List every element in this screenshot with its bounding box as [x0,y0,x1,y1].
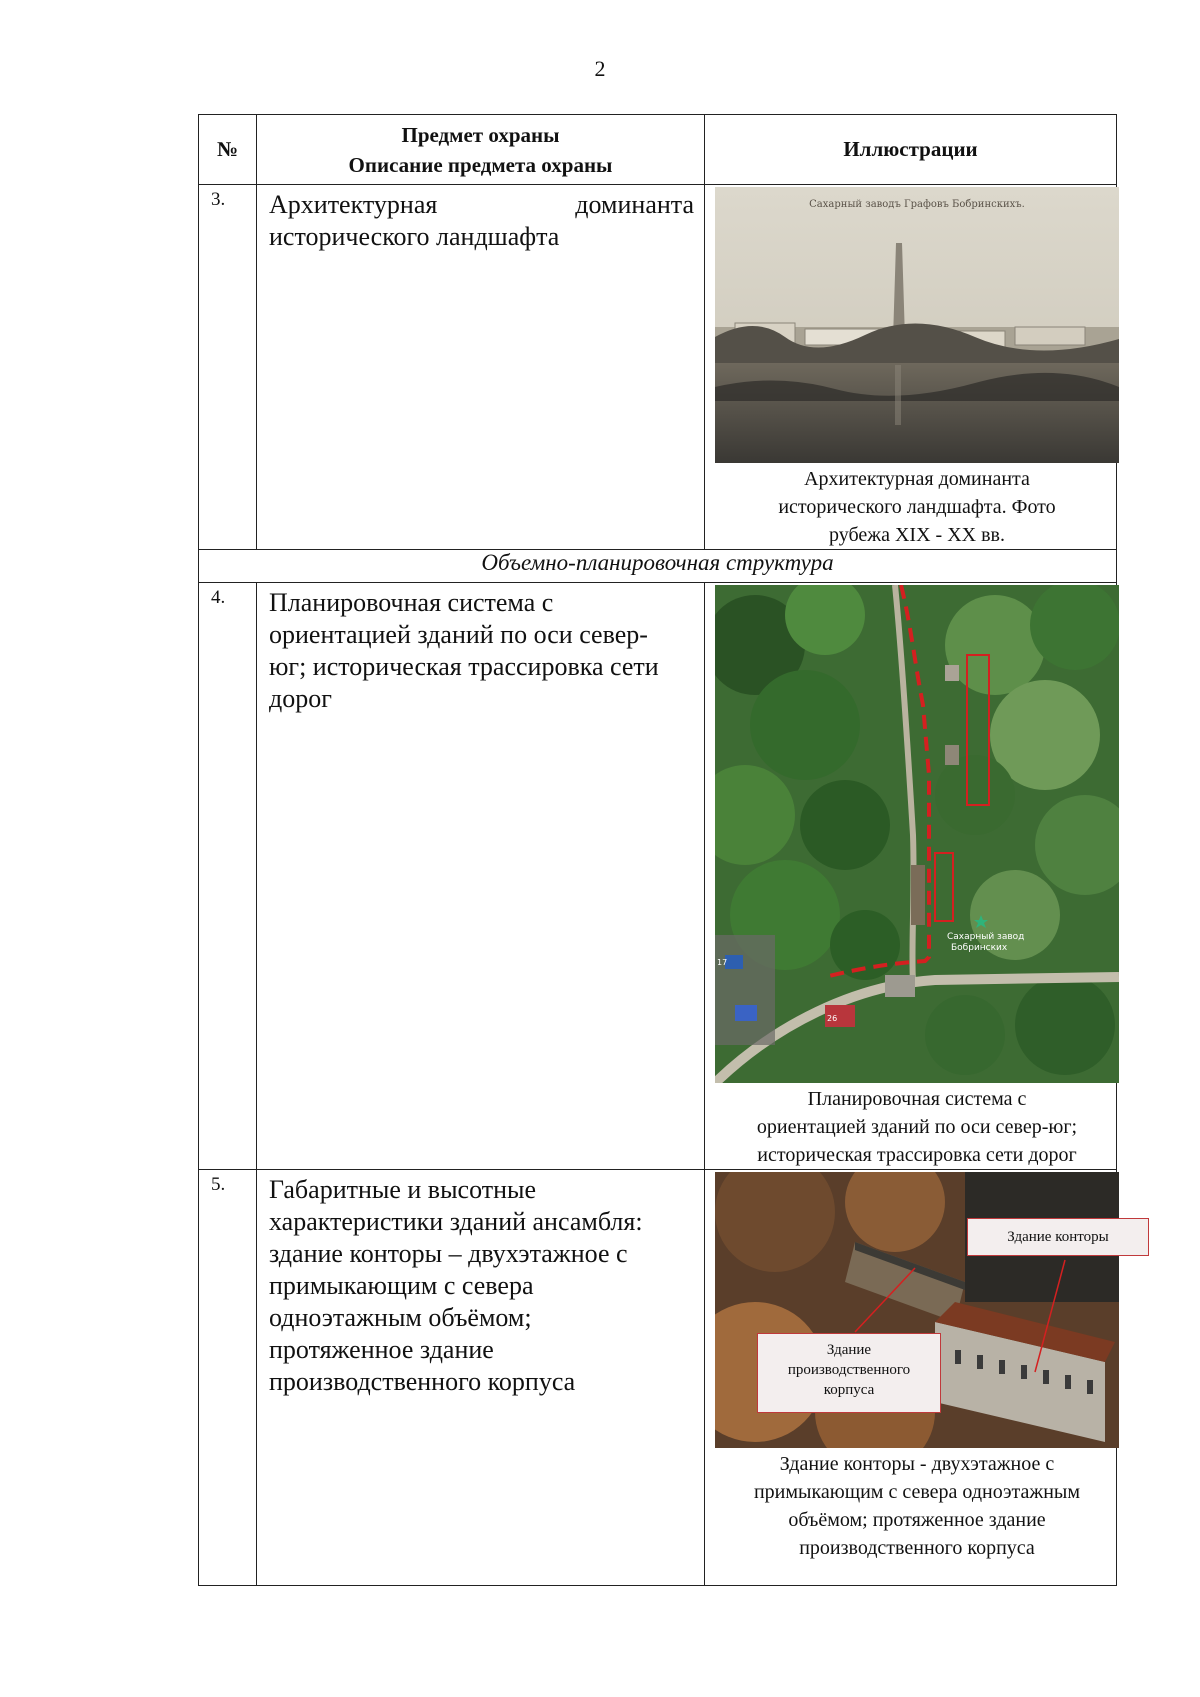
description-line: юг; историческая трассировка сети [269,652,659,681]
page-number: 2 [594,56,606,81]
photo-caption-text: Сахарный заводъ Графовъ Бобринскихъ. [809,199,1025,210]
production-building-label [757,1333,941,1413]
description-line: производственного корпуса [269,1367,576,1396]
table-header-row [199,115,1117,185]
illustration-caption [715,1450,1119,1562]
map-house-label: 26 [827,1014,838,1023]
caption-line: рубежа XIX - XX вв. [829,524,1005,546]
caption-line: Здание конторы - двухэтажное с [779,1453,1055,1475]
row-description [257,1170,705,1586]
row-illustration [705,1170,1117,1586]
header-illustrations: Иллюстрации [705,115,1117,185]
row-number: 5. [199,1170,257,1586]
description-line: протяженное здание [269,1335,494,1364]
office-building-label: Здание конторы [967,1218,1149,1256]
label-line: производственного [787,1362,911,1378]
historic-factory-photo [715,187,1119,463]
caption-line: Планировочная система с [807,1088,1027,1110]
section-row [199,550,1117,583]
row-number: 4. [199,583,257,1170]
description-line: дорог [269,684,332,713]
description-line: Архитектурная доминанта [269,190,694,219]
description-line: Планировочная система с [269,588,554,617]
description-line: здание конторы – двухэтажное с [269,1239,628,1268]
table-row [199,583,1117,1170]
description-line: одноэтажным объёмом; [269,1303,532,1332]
row-description [257,185,705,550]
header-subject-line2: Описание предмета охраны [348,152,613,177]
caption-line: объёмом; протяженное здание [788,1509,1046,1531]
caption-line: производственного корпуса [799,1537,1035,1559]
table-row [199,1170,1117,1586]
row-illustration [705,583,1117,1170]
caption-line: исторического ландшафта. Фото [778,496,1056,518]
header-subject-line1: Предмет охраны [401,122,560,147]
table-row [199,185,1117,550]
row-description [257,583,705,1170]
map-poi-label: Бобринских [951,943,1008,953]
illustration-caption [715,1085,1119,1169]
description-line: исторического ландшафта [269,222,560,251]
caption-line: Архитектурная доминанта [804,468,1030,490]
section-title: Объемно-планировочная структура [199,550,1117,583]
heritage-table [198,114,1117,1586]
caption-line: ориентацией зданий по оси север-юг; [756,1116,1078,1138]
description-line: Габаритные и высотные [269,1175,537,1204]
header-num: № [199,115,257,185]
row-number: 3. [199,185,257,550]
satellite-map-image [715,585,1119,1083]
caption-line: историческая трассировка сети дорог [757,1144,1077,1166]
map-house-label: 17 [717,958,728,967]
header-subject [257,115,705,185]
illustration-caption [715,465,1119,549]
description-line: ориентацией зданий по оси север- [269,620,648,649]
label-line: Здание [826,1342,872,1358]
label-line: корпуса [823,1382,875,1398]
map-poi-label: Сахарный завод [947,932,1025,942]
description-line: примыкающим с севера [269,1271,534,1300]
caption-line: примыкающим с севера одноэтажным [753,1481,1081,1503]
description-line: характеристики зданий ансамбля: [269,1207,643,1236]
row-illustration [705,185,1117,550]
